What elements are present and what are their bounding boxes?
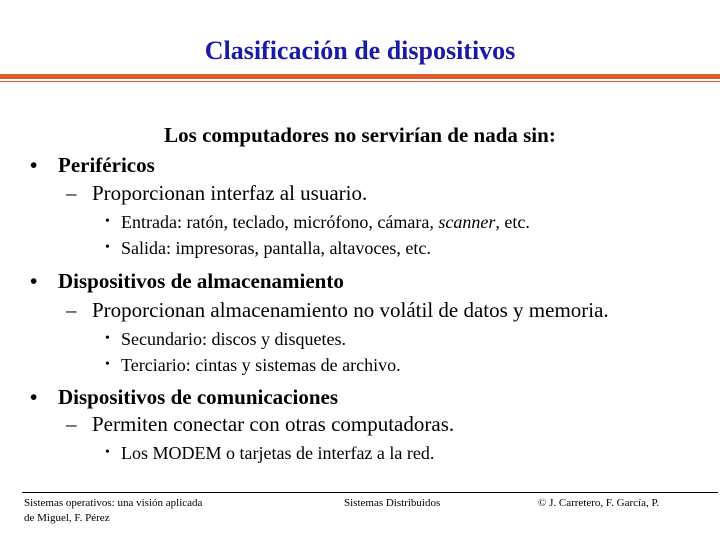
bullet-glyph: • — [30, 385, 38, 409]
small-bullet-glyph: • — [105, 445, 110, 460]
title-rule-thick — [0, 74, 720, 79]
sub-item-text: Proporcionan interfaz al usuario. — [92, 181, 368, 205]
dash-glyph: – — [66, 412, 77, 436]
sub-item — [66, 180, 368, 206]
bullet-glyph: • — [30, 153, 38, 177]
sub-item — [66, 297, 609, 323]
footer-right: © J. Carretero, F. García, P. — [538, 497, 660, 509]
detail-text: Terciario: cintas y sistemas de archivo. — [121, 355, 401, 375]
slide-title: Clasificación de dispositivos — [204, 36, 516, 65]
detail-item — [105, 328, 346, 350]
detail-item — [105, 354, 401, 376]
dash-glyph: – — [66, 181, 77, 205]
footer-left-line1: Sistemas operativos: una visión aplicada — [24, 497, 203, 509]
section-heading: Dispositivos de comunicaciones — [58, 385, 339, 409]
footer-left-line2: de Miguel, F. Pérez — [24, 512, 110, 524]
section-heading: Periféricos — [58, 153, 155, 177]
title-rule-thin — [0, 81, 720, 82]
small-bullet-glyph: • — [105, 357, 110, 372]
detail-emphasis: scanner — [438, 212, 496, 232]
bullet-almacenamiento — [30, 268, 344, 294]
bullet-perifericos — [30, 152, 155, 178]
dash-glyph: – — [66, 298, 77, 322]
detail-item — [105, 237, 431, 259]
detail-item — [105, 211, 530, 233]
detail-item — [105, 442, 435, 464]
bullet-comunicaciones — [30, 384, 339, 410]
detail-suffix: , etc. — [495, 212, 530, 232]
section-heading: Dispositivos de almacenamiento — [58, 269, 344, 293]
detail-text: Salida: impresoras, pantalla, altavoces, etc. — [121, 238, 431, 258]
small-bullet-glyph: • — [105, 331, 110, 346]
intro-text: Los computadores no servirían de nada sin: — [164, 123, 556, 147]
small-bullet-glyph: • — [105, 240, 110, 255]
detail-text: Secundario: discos y disquetes. — [121, 329, 346, 349]
detail-prefix: Entrada: ratón, teclado, micrófono, cámara, — [121, 212, 439, 232]
small-bullet-glyph: • — [105, 214, 110, 229]
sub-item-text: Proporcionan almacenamiento no volátil de datos y memoria. — [92, 298, 609, 322]
footer-rule — [22, 492, 718, 493]
footer-center: Sistemas Distribuidos — [344, 497, 441, 509]
detail-text: Los MODEM o tarjetas de interfaz a la red. — [121, 443, 435, 463]
sub-item — [66, 411, 455, 437]
bullet-glyph: • — [30, 269, 38, 293]
sub-item-text: Permiten conectar con otras computadoras. — [92, 412, 455, 436]
